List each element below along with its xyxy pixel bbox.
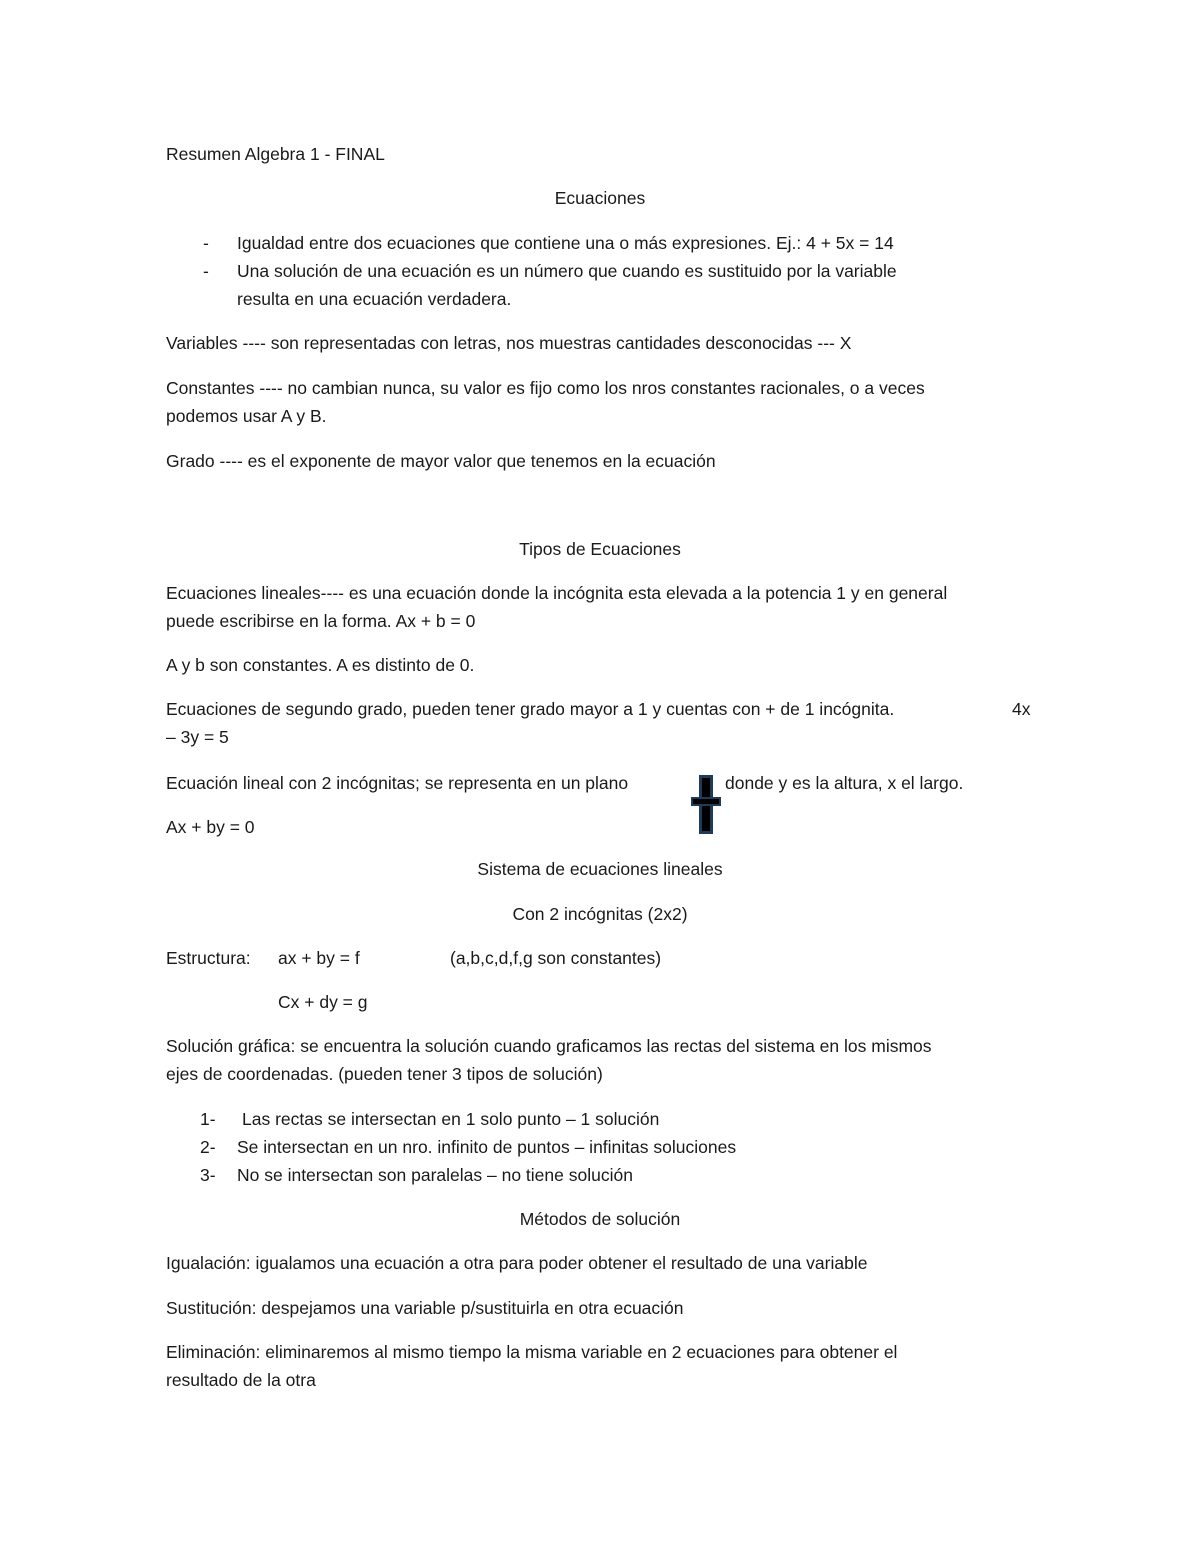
segundo-grado-tail: 4x	[1012, 699, 1031, 719]
estructura-eq1: ax + by = f	[278, 948, 360, 968]
constantes-paragraph: Constantes ---- no cambian nunca, su valor es fijo como los nros constantes racionales, o a veces	[166, 378, 925, 398]
bullet-item: Una solución de una ecuación es un número que cuando es sustituido por la variable	[237, 261, 897, 281]
list-number: 3-	[200, 1165, 216, 1185]
segundo-grado-paragraph: Ecuaciones de segundo grado, pueden tener grado mayor a 1 y cuentas con + de 1 incógnita.	[166, 699, 895, 719]
variables-paragraph: Variables ---- son representadas con letras, nos muestras cantidades desconocidas --- X	[166, 333, 852, 353]
heading-metodos: Métodos de solución	[519, 1209, 681, 1229]
list-item: Se intersectan en un nro. infinito de puntos – infinitas soluciones	[237, 1137, 737, 1157]
list-number: 1-	[200, 1109, 216, 1129]
eliminacion-paragraph: Eliminación: eliminaremos al mismo tiempo la misma variable en 2 ecuaciones para obtener el	[166, 1342, 898, 1362]
constantes-ab-paragraph: A y b son constantes. A es distinto de 0.	[166, 655, 475, 675]
heading-ecuaciones: Ecuaciones	[554, 188, 646, 208]
lineales-paragraph: Ecuaciones lineales---- es una ecuación donde la incógnita esta elevada a la potencia 1 y en general	[166, 583, 948, 603]
grafica-paragraph-cont: ejes de coordenadas. (pueden tener 3 tipos de solución)	[166, 1064, 603, 1084]
lineales-paragraph-cont: puede escribirse en la forma. Ax + b = 0	[166, 611, 476, 631]
list-item: Las rectas se intersectan en 1 solo punto – 1 solución	[242, 1109, 660, 1129]
list-number: 2-	[200, 1137, 216, 1157]
segundo-grado-paragraph-cont: – 3y = 5	[166, 727, 229, 747]
grafica-paragraph: Solución gráfica: se encuentra la solución cuando graficamos las rectas del sistema en los mismos	[166, 1036, 932, 1056]
bullet-marker: -	[203, 261, 209, 281]
eliminacion-paragraph-cont: resultado de la otra	[166, 1370, 316, 1390]
igualacion-paragraph: Igualación: igualamos una ecuación a otra para poder obtener el resultado de una variable	[166, 1253, 868, 1273]
lineal-2-paragraph-right: donde y es la altura, x el largo.	[725, 773, 964, 793]
estructura-note: (a,b,c,d,f,g son constantes)	[450, 948, 662, 968]
document-title: Resumen Algebra 1 - FINAL	[166, 144, 385, 164]
estructura-eq2: Cx + dy = g	[278, 992, 368, 1012]
lineal-2-paragraph: Ecuación lineal con 2 incógnitas; se representa en un plano	[166, 773, 629, 793]
heading-tipos: Tipos de Ecuaciones	[519, 539, 681, 559]
heading-sistema: Sistema de ecuaciones lineales	[477, 859, 723, 879]
bullet-item: Igualdad entre dos ecuaciones que contiene una o más expresiones. Ej.: 4 + 5x = 14	[237, 233, 894, 253]
constantes-paragraph-cont: podemos usar A y B.	[166, 406, 327, 426]
bullet-item-continuation: resulta en una ecuación verdadera.	[237, 289, 512, 309]
bullet-marker: -	[203, 233, 209, 253]
sustitucion-paragraph: Sustitución: despejamos una variable p/sustituirla en otra ecuación	[166, 1298, 684, 1318]
subheading-sistema: Con 2 incógnitas (2x2)	[512, 904, 688, 924]
lineal-2-equation: Ax + by = 0	[166, 817, 255, 837]
estructura-label: Estructura:	[166, 948, 251, 968]
list-item: No se intersectan son paralelas – no tiene solución	[237, 1165, 633, 1185]
grado-paragraph: Grado ---- es el exponente de mayor valor que tenemos en la ecuación	[166, 451, 716, 471]
